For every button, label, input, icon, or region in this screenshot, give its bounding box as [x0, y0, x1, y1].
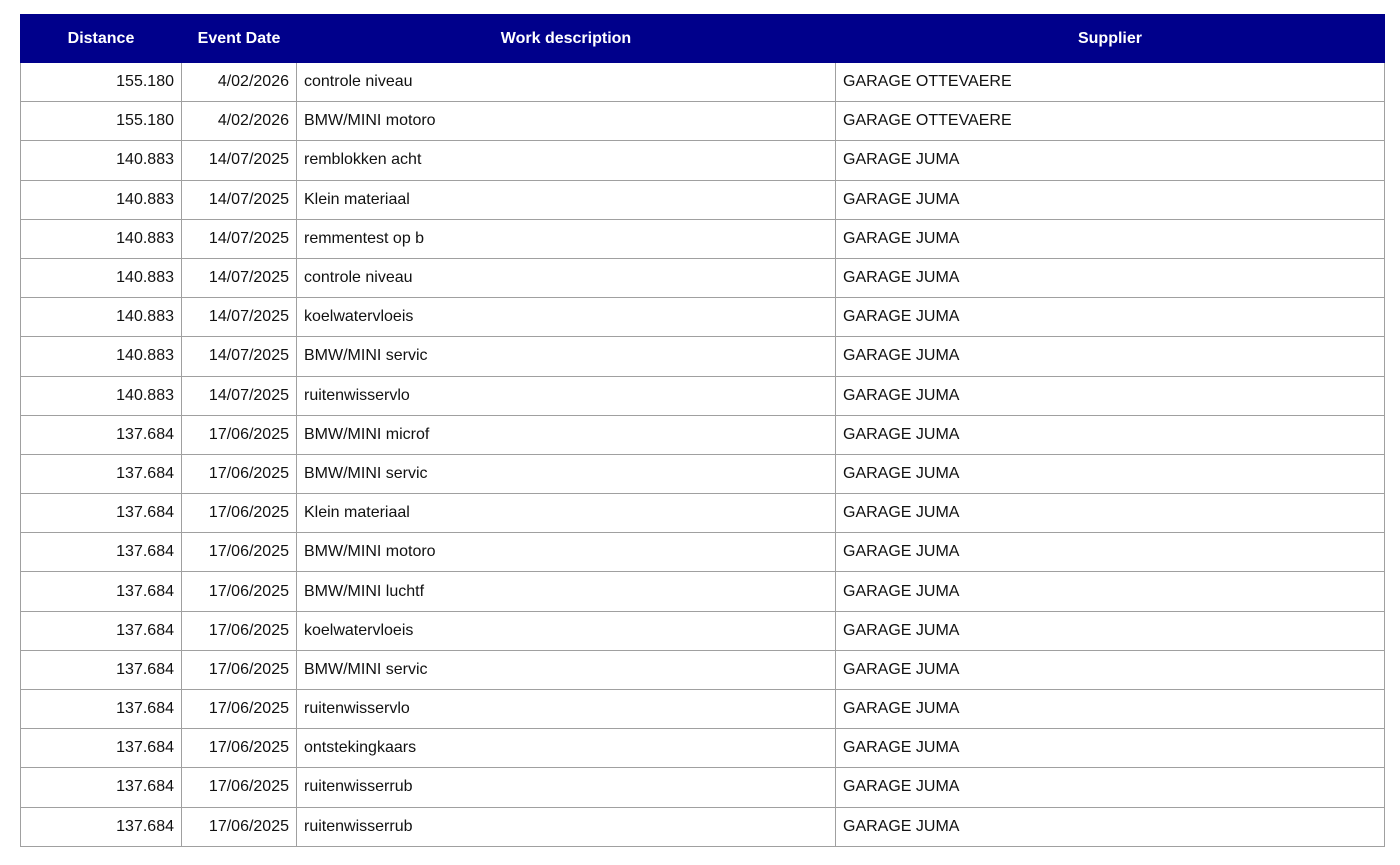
table-row[interactable] — [21, 807, 1385, 846]
cell-work-description: BMW/MINI servic — [297, 650, 836, 689]
table-row[interactable] — [21, 298, 1385, 337]
cell-supplier: GARAGE JUMA — [836, 768, 1385, 807]
cell-work-description: koelwatervloeis — [297, 611, 836, 650]
cell-work-description: ontstekingkaars — [297, 729, 836, 768]
cell-work-description: BMW/MINI luchtf — [297, 572, 836, 611]
table-row[interactable] — [21, 258, 1385, 297]
header-row — [21, 15, 1385, 63]
cell-supplier: GARAGE JUMA — [836, 298, 1385, 337]
cell-supplier: GARAGE JUMA — [836, 376, 1385, 415]
cell-event-date: 17/06/2025 — [182, 415, 297, 454]
table-row[interactable] — [21, 102, 1385, 141]
cell-work-description: ruitenwisservlo — [297, 690, 836, 729]
cell-event-date: 17/06/2025 — [182, 494, 297, 533]
table-row[interactable] — [21, 494, 1385, 533]
cell-distance: 140.883 — [21, 337, 182, 376]
cell-supplier: GARAGE JUMA — [836, 729, 1385, 768]
cell-supplier: GARAGE OTTEVAERE — [836, 63, 1385, 102]
cell-work-description: controle niveau — [297, 258, 836, 297]
table-row[interactable] — [21, 376, 1385, 415]
cell-distance: 137.684 — [21, 454, 182, 493]
cell-event-date: 17/06/2025 — [182, 611, 297, 650]
cell-distance: 155.180 — [21, 102, 182, 141]
cell-distance: 137.684 — [21, 729, 182, 768]
cell-event-date: 14/07/2025 — [182, 298, 297, 337]
column-header-supplier[interactable]: Supplier — [836, 15, 1385, 63]
cell-event-date: 17/06/2025 — [182, 454, 297, 493]
cell-work-description: ruitenwisserrub — [297, 807, 836, 846]
cell-event-date: 4/02/2026 — [182, 63, 297, 102]
cell-work-description: BMW/MINI motoro — [297, 533, 836, 572]
cell-distance: 137.684 — [21, 415, 182, 454]
cell-distance: 137.684 — [21, 807, 182, 846]
cell-supplier: GARAGE JUMA — [836, 180, 1385, 219]
cell-distance: 140.883 — [21, 298, 182, 337]
table-row[interactable] — [21, 533, 1385, 572]
cell-work-description: ruitenwisservlo — [297, 376, 836, 415]
cell-work-description: Klein materiaal — [297, 494, 836, 533]
table-row[interactable] — [21, 611, 1385, 650]
cell-event-date: 17/06/2025 — [182, 650, 297, 689]
cell-work-description: ruitenwisserrub — [297, 768, 836, 807]
cell-distance: 137.684 — [21, 572, 182, 611]
table-row[interactable] — [21, 63, 1385, 102]
table-row[interactable] — [21, 415, 1385, 454]
maintenance-history-table — [20, 14, 1385, 847]
cell-supplier: GARAGE JUMA — [836, 650, 1385, 689]
cell-work-description: remblokken acht — [297, 141, 836, 180]
cell-event-date: 4/02/2026 — [182, 102, 297, 141]
cell-supplier: GARAGE JUMA — [836, 572, 1385, 611]
cell-distance: 137.684 — [21, 533, 182, 572]
cell-distance: 140.883 — [21, 376, 182, 415]
cell-distance: 140.883 — [21, 141, 182, 180]
cell-supplier: GARAGE JUMA — [836, 533, 1385, 572]
cell-event-date: 17/06/2025 — [182, 690, 297, 729]
cell-work-description: BMW/MINI motoro — [297, 102, 836, 141]
table-row[interactable] — [21, 729, 1385, 768]
cell-work-description: BMW/MINI servic — [297, 454, 836, 493]
cell-work-description: controle niveau — [297, 63, 836, 102]
cell-supplier: GARAGE JUMA — [836, 415, 1385, 454]
table-row[interactable] — [21, 337, 1385, 376]
cell-distance: 140.883 — [21, 258, 182, 297]
cell-work-description: remmentest op b — [297, 219, 836, 258]
cell-distance: 155.180 — [21, 63, 182, 102]
cell-supplier: GARAGE JUMA — [836, 454, 1385, 493]
cell-supplier: GARAGE JUMA — [836, 611, 1385, 650]
cell-event-date: 17/06/2025 — [182, 572, 297, 611]
cell-event-date: 14/07/2025 — [182, 337, 297, 376]
column-header-distance[interactable]: Distance — [21, 15, 182, 63]
cell-supplier: GARAGE JUMA — [836, 690, 1385, 729]
cell-supplier: GARAGE JUMA — [836, 807, 1385, 846]
cell-event-date: 14/07/2025 — [182, 219, 297, 258]
cell-supplier: GARAGE OTTEVAERE — [836, 102, 1385, 141]
table-row[interactable] — [21, 454, 1385, 493]
table-row[interactable] — [21, 219, 1385, 258]
cell-event-date: 17/06/2025 — [182, 768, 297, 807]
cell-event-date: 14/07/2025 — [182, 258, 297, 297]
column-header-event-date[interactable]: Event Date — [182, 15, 297, 63]
cell-distance: 137.684 — [21, 650, 182, 689]
cell-event-date: 17/06/2025 — [182, 729, 297, 768]
cell-event-date: 17/06/2025 — [182, 533, 297, 572]
cell-distance: 137.684 — [21, 768, 182, 807]
column-header-work-description[interactable]: Work description — [297, 15, 836, 63]
cell-supplier: GARAGE JUMA — [836, 337, 1385, 376]
table-row[interactable] — [21, 768, 1385, 807]
table-row[interactable] — [21, 690, 1385, 729]
cell-work-description: BMW/MINI servic — [297, 337, 836, 376]
cell-work-description: koelwatervloeis — [297, 298, 836, 337]
cell-supplier: GARAGE JUMA — [836, 219, 1385, 258]
table-row[interactable] — [21, 572, 1385, 611]
cell-distance: 137.684 — [21, 611, 182, 650]
cell-event-date: 17/06/2025 — [182, 807, 297, 846]
cell-event-date: 14/07/2025 — [182, 376, 297, 415]
cell-event-date: 14/07/2025 — [182, 180, 297, 219]
cell-distance: 140.883 — [21, 219, 182, 258]
cell-event-date: 14/07/2025 — [182, 141, 297, 180]
cell-supplier: GARAGE JUMA — [836, 258, 1385, 297]
cell-supplier: GARAGE JUMA — [836, 141, 1385, 180]
cell-distance: 140.883 — [21, 180, 182, 219]
table-row[interactable] — [21, 180, 1385, 219]
table-row[interactable] — [21, 650, 1385, 689]
cell-work-description: Klein materiaal — [297, 180, 836, 219]
cell-distance: 137.684 — [21, 690, 182, 729]
table-body — [21, 63, 1385, 847]
cell-distance: 137.684 — [21, 494, 182, 533]
table-row[interactable] — [21, 141, 1385, 180]
cell-supplier: GARAGE JUMA — [836, 494, 1385, 533]
cell-work-description: BMW/MINI microf — [297, 415, 836, 454]
